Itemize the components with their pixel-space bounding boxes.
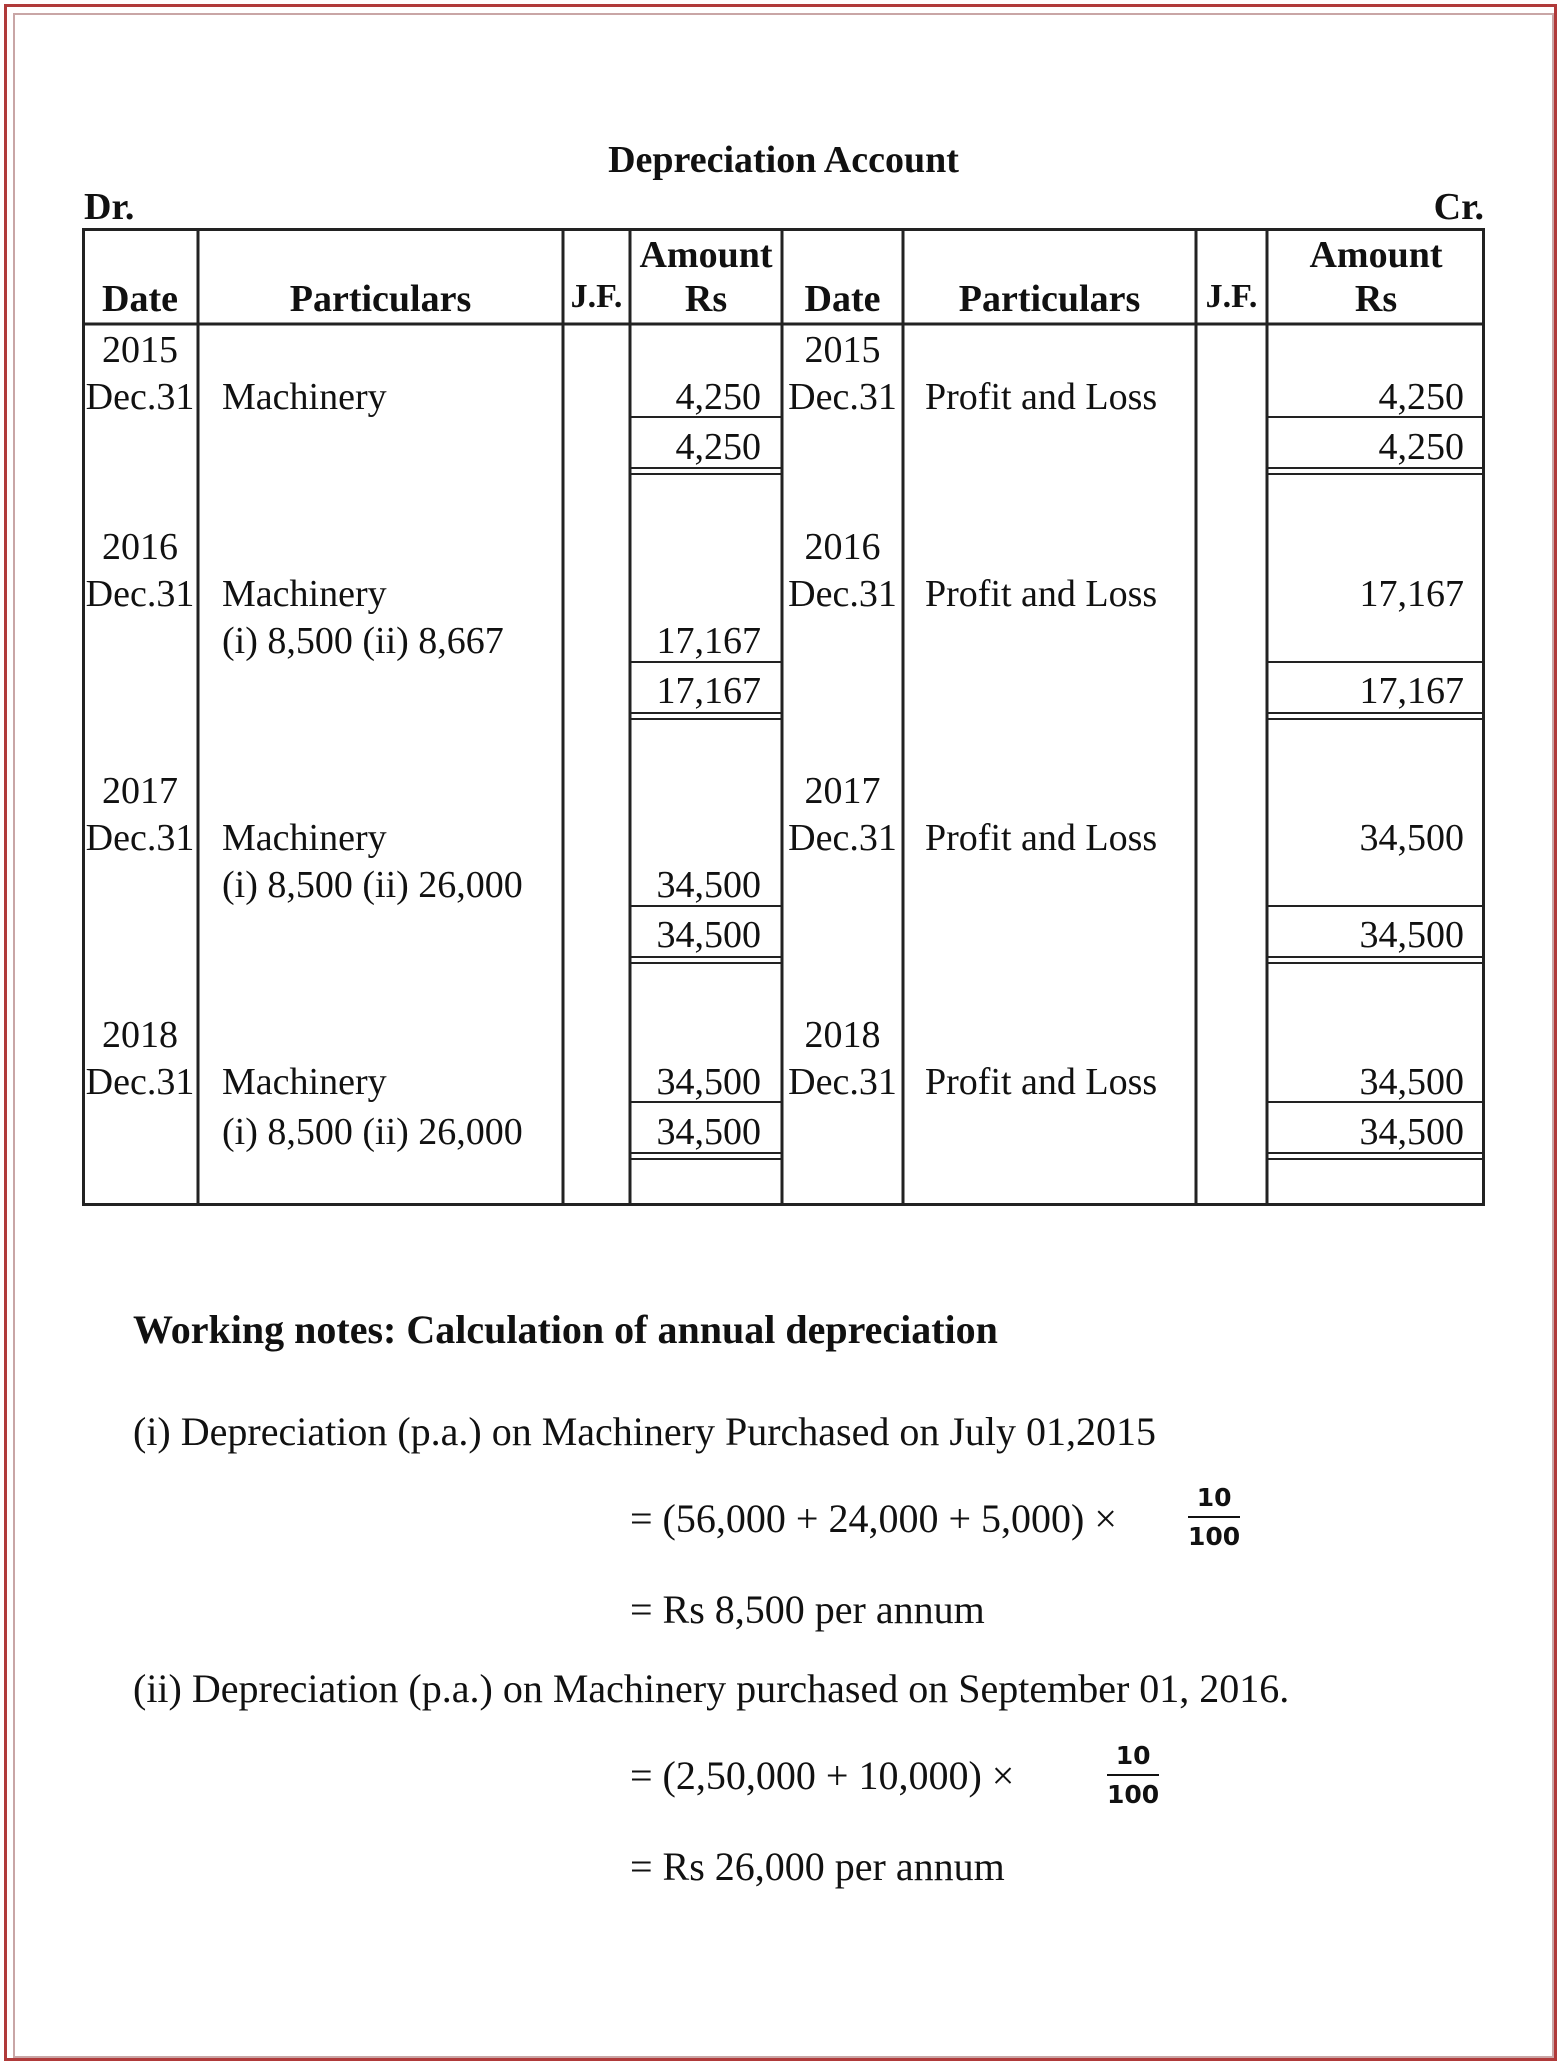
dr-particulars: Machinery xyxy=(222,376,387,418)
cr-particulars: Profit and Loss xyxy=(925,573,1158,615)
credit-label: Cr. xyxy=(1433,186,1484,228)
cr-amount: 4,250 xyxy=(1378,376,1464,418)
cr-particulars: Profit and Loss xyxy=(925,817,1158,859)
dr-amount: 4,250 xyxy=(675,376,761,418)
debit-label: Dr. xyxy=(84,186,135,228)
note1-fraction xyxy=(1188,1483,1240,1551)
cr-particulars: Profit and Loss xyxy=(925,1061,1158,1103)
dr-total: 17,167 xyxy=(656,670,761,712)
note2-result: = Rs 26,000 per annum xyxy=(630,1844,1005,1889)
dr-amount: 34,500 xyxy=(656,864,761,906)
working-notes-heading: Working notes: Calculation of annual depreciation xyxy=(133,1307,998,1352)
ledger-grid xyxy=(82,228,1485,1206)
dr-particulars: Machinery xyxy=(222,817,387,859)
cr-total: 17,167 xyxy=(1359,670,1464,712)
note1-formula: = (56,000 + 24,000 + 5,000) × xyxy=(630,1496,1117,1541)
cr-entry-date: Dec.31 xyxy=(788,376,897,418)
cr-entry-year: 2016 xyxy=(804,526,881,568)
dr-total: 34,500 xyxy=(656,914,761,956)
cr-entry-year: 2015 xyxy=(804,329,881,371)
entry-date: Dec.31 xyxy=(85,817,195,859)
header-jf-cr: J.F. xyxy=(1205,278,1258,315)
dr-amount: 34,500 xyxy=(656,1061,761,1103)
account-title: Depreciation Account xyxy=(608,139,959,181)
dr-total: 34,500 xyxy=(656,1111,761,1153)
cr-total: 4,250 xyxy=(1378,426,1464,468)
dr-amount: 17,167 xyxy=(656,620,761,662)
header-date-cr: Date xyxy=(804,278,881,320)
header-particulars-cr: Particulars xyxy=(958,278,1141,320)
header-amount-cr: Amount xyxy=(1309,234,1443,276)
note1-title: (i) Depreciation (p.a.) on Machinery Purchased on July 01,2015 xyxy=(133,1409,1157,1454)
entry-date: Dec.31 xyxy=(85,573,195,615)
dr-total: 4,250 xyxy=(675,426,761,468)
cr-entry-date: Dec.31 xyxy=(788,817,897,859)
note2-frac-numerator: 10 xyxy=(1115,1741,1151,1770)
dr-detail: (i) 8,500 (ii) 26,000 xyxy=(222,864,523,906)
note1-frac-numerator: 10 xyxy=(1196,1483,1232,1512)
entry-date: Dec.31 xyxy=(85,376,195,418)
entry-year: 2016 xyxy=(102,526,178,568)
header-rs-dr: Rs xyxy=(684,278,728,320)
note2-formula: = (2,50,000 + 10,000) × xyxy=(630,1753,1015,1798)
cr-amount: 34,500 xyxy=(1359,1061,1464,1103)
note2-title: (ii) Depreciation (p.a.) on Machinery purchased on September 01, 2016. xyxy=(133,1666,1290,1711)
dr-particulars: Machinery xyxy=(222,573,387,615)
cr-entry-year: 2017 xyxy=(804,770,881,812)
depreciation-ledger xyxy=(82,228,1485,1206)
cr-entry-year: 2018 xyxy=(804,1014,881,1056)
cr-total: 34,500 xyxy=(1359,1111,1464,1153)
entry-year: 2017 xyxy=(102,770,178,812)
cr-amount: 34,500 xyxy=(1359,817,1464,859)
entry-year: 2018 xyxy=(102,1014,178,1056)
header-amount-dr: Amount xyxy=(639,234,773,276)
header-jf-dr: J.F. xyxy=(570,278,623,315)
header-date-dr: Date xyxy=(102,278,178,320)
cr-entry-date: Dec.31 xyxy=(788,1061,897,1103)
dr-detail: (i) 8,500 (ii) 26,000 xyxy=(222,1111,523,1153)
note2-frac-denominator: 100 xyxy=(1107,1774,1159,1809)
note1-frac-denominator: 100 xyxy=(1188,1516,1240,1551)
dr-detail: (i) 8,500 (ii) 8,667 xyxy=(222,620,504,662)
entry-date: Dec.31 xyxy=(85,1061,195,1103)
cr-entry-date: Dec.31 xyxy=(788,573,897,615)
dr-particulars: Machinery xyxy=(222,1061,387,1103)
cr-amount: 17,167 xyxy=(1359,573,1464,615)
cr-particulars: Profit and Loss xyxy=(925,376,1158,418)
note1-result: = Rs 8,500 per annum xyxy=(630,1587,985,1632)
note2-fraction xyxy=(1107,1741,1159,1809)
cr-total: 34,500 xyxy=(1359,914,1464,956)
entry-year: 2015 xyxy=(102,329,178,371)
header-particulars-dr: Particulars xyxy=(289,278,472,320)
header-rs-cr: Rs xyxy=(1354,278,1398,320)
